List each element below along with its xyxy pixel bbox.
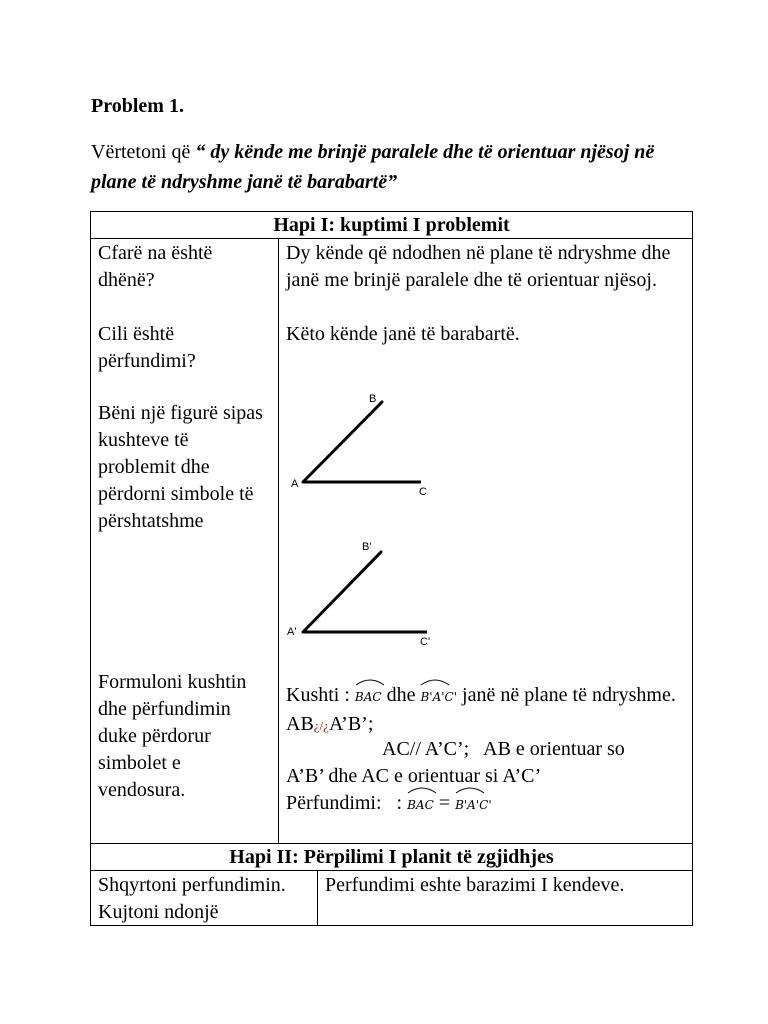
label-b: B	[369, 393, 377, 405]
label-a-prime: A'	[287, 626, 297, 638]
broken-parallel-symbol: ¿/¿	[313, 718, 329, 733]
angle-bac: BAC	[355, 684, 382, 711]
angle-arc-icon	[407, 786, 437, 794]
angle-figure-2	[286, 540, 446, 650]
condition-block	[286, 682, 686, 739]
condition-line-3: A’B’ dhe AC e orientuar si A’C’	[286, 765, 542, 787]
ray-a1b1	[303, 552, 381, 632]
label-c-prime: C'	[420, 636, 431, 648]
label-c: C	[419, 486, 427, 498]
step1-header: Hapi I: kuptimi I problemit	[273, 214, 510, 236]
angle-figure-1	[286, 390, 446, 500]
conclusion-label: Përfundimi: :	[286, 792, 408, 814]
answer-given: Dy kënde që ndodhen në plane të ndryshme dhe janë me brinjë paralele dhe të orientuar njësoj.	[286, 242, 671, 291]
conclusion-line	[286, 790, 686, 819]
question-figure: Bëni një figurë sipas kushteve të problemit dhe përdorni simbole të përshtatshme	[98, 402, 263, 532]
step2-header: Hapi II: Përpilimi I planit të zgjidhjes	[229, 846, 554, 868]
statement-quote: “ dy kënde me brinjë paralele dhe të orientuar njësoj në plane të ndryshme janë të barabartë”	[91, 141, 655, 193]
condition-rest-2: A’B’;	[328, 713, 374, 735]
step2-right-cell: Perfundimi eshte barazimi I kendeve.	[325, 874, 625, 896]
conclusion-angle-b1a1c1: B'A'C'	[455, 792, 492, 819]
statement-prefix: Vërtetoni që	[91, 141, 196, 163]
question-given: Cfarë na është dhënë?	[98, 242, 213, 291]
answer-conclusion: Këto kënde janë të barabartë.	[286, 323, 520, 345]
angle-arc-icon	[420, 678, 450, 686]
ray-ab	[303, 402, 382, 482]
angle-b1a1c1: B'A'C'	[420, 684, 457, 711]
step2-left-cell: Shqyrtoni perfundimin. Kujtoni ndonjë	[98, 874, 286, 923]
label-b-prime: B'	[362, 541, 372, 553]
angle-arc-icon	[455, 786, 485, 794]
label-a: A	[291, 478, 299, 490]
problem-title: Problem 1.	[91, 95, 184, 117]
conclusion-eq: =	[433, 792, 456, 814]
question-formulate: Formuloni kushtin dhe përfundimin duke përdorur simbolet e vendosura.	[98, 671, 247, 801]
step1-column-divider	[278, 238, 279, 844]
step2-column-divider	[317, 870, 318, 926]
condition-label: Kushti :	[286, 684, 355, 706]
condition-rest: janë në plane të ndryshme. AB	[286, 684, 676, 735]
condition-line-2: AC// A’C’; AB e orientuar so	[382, 738, 625, 760]
angle-arc-icon	[355, 678, 385, 686]
conclusion-angle-bac: BAC	[407, 792, 434, 819]
condition-and: dhe	[381, 684, 421, 706]
problem-statement	[91, 137, 691, 197]
question-conclusion: Cili është përfundimi?	[98, 323, 196, 372]
